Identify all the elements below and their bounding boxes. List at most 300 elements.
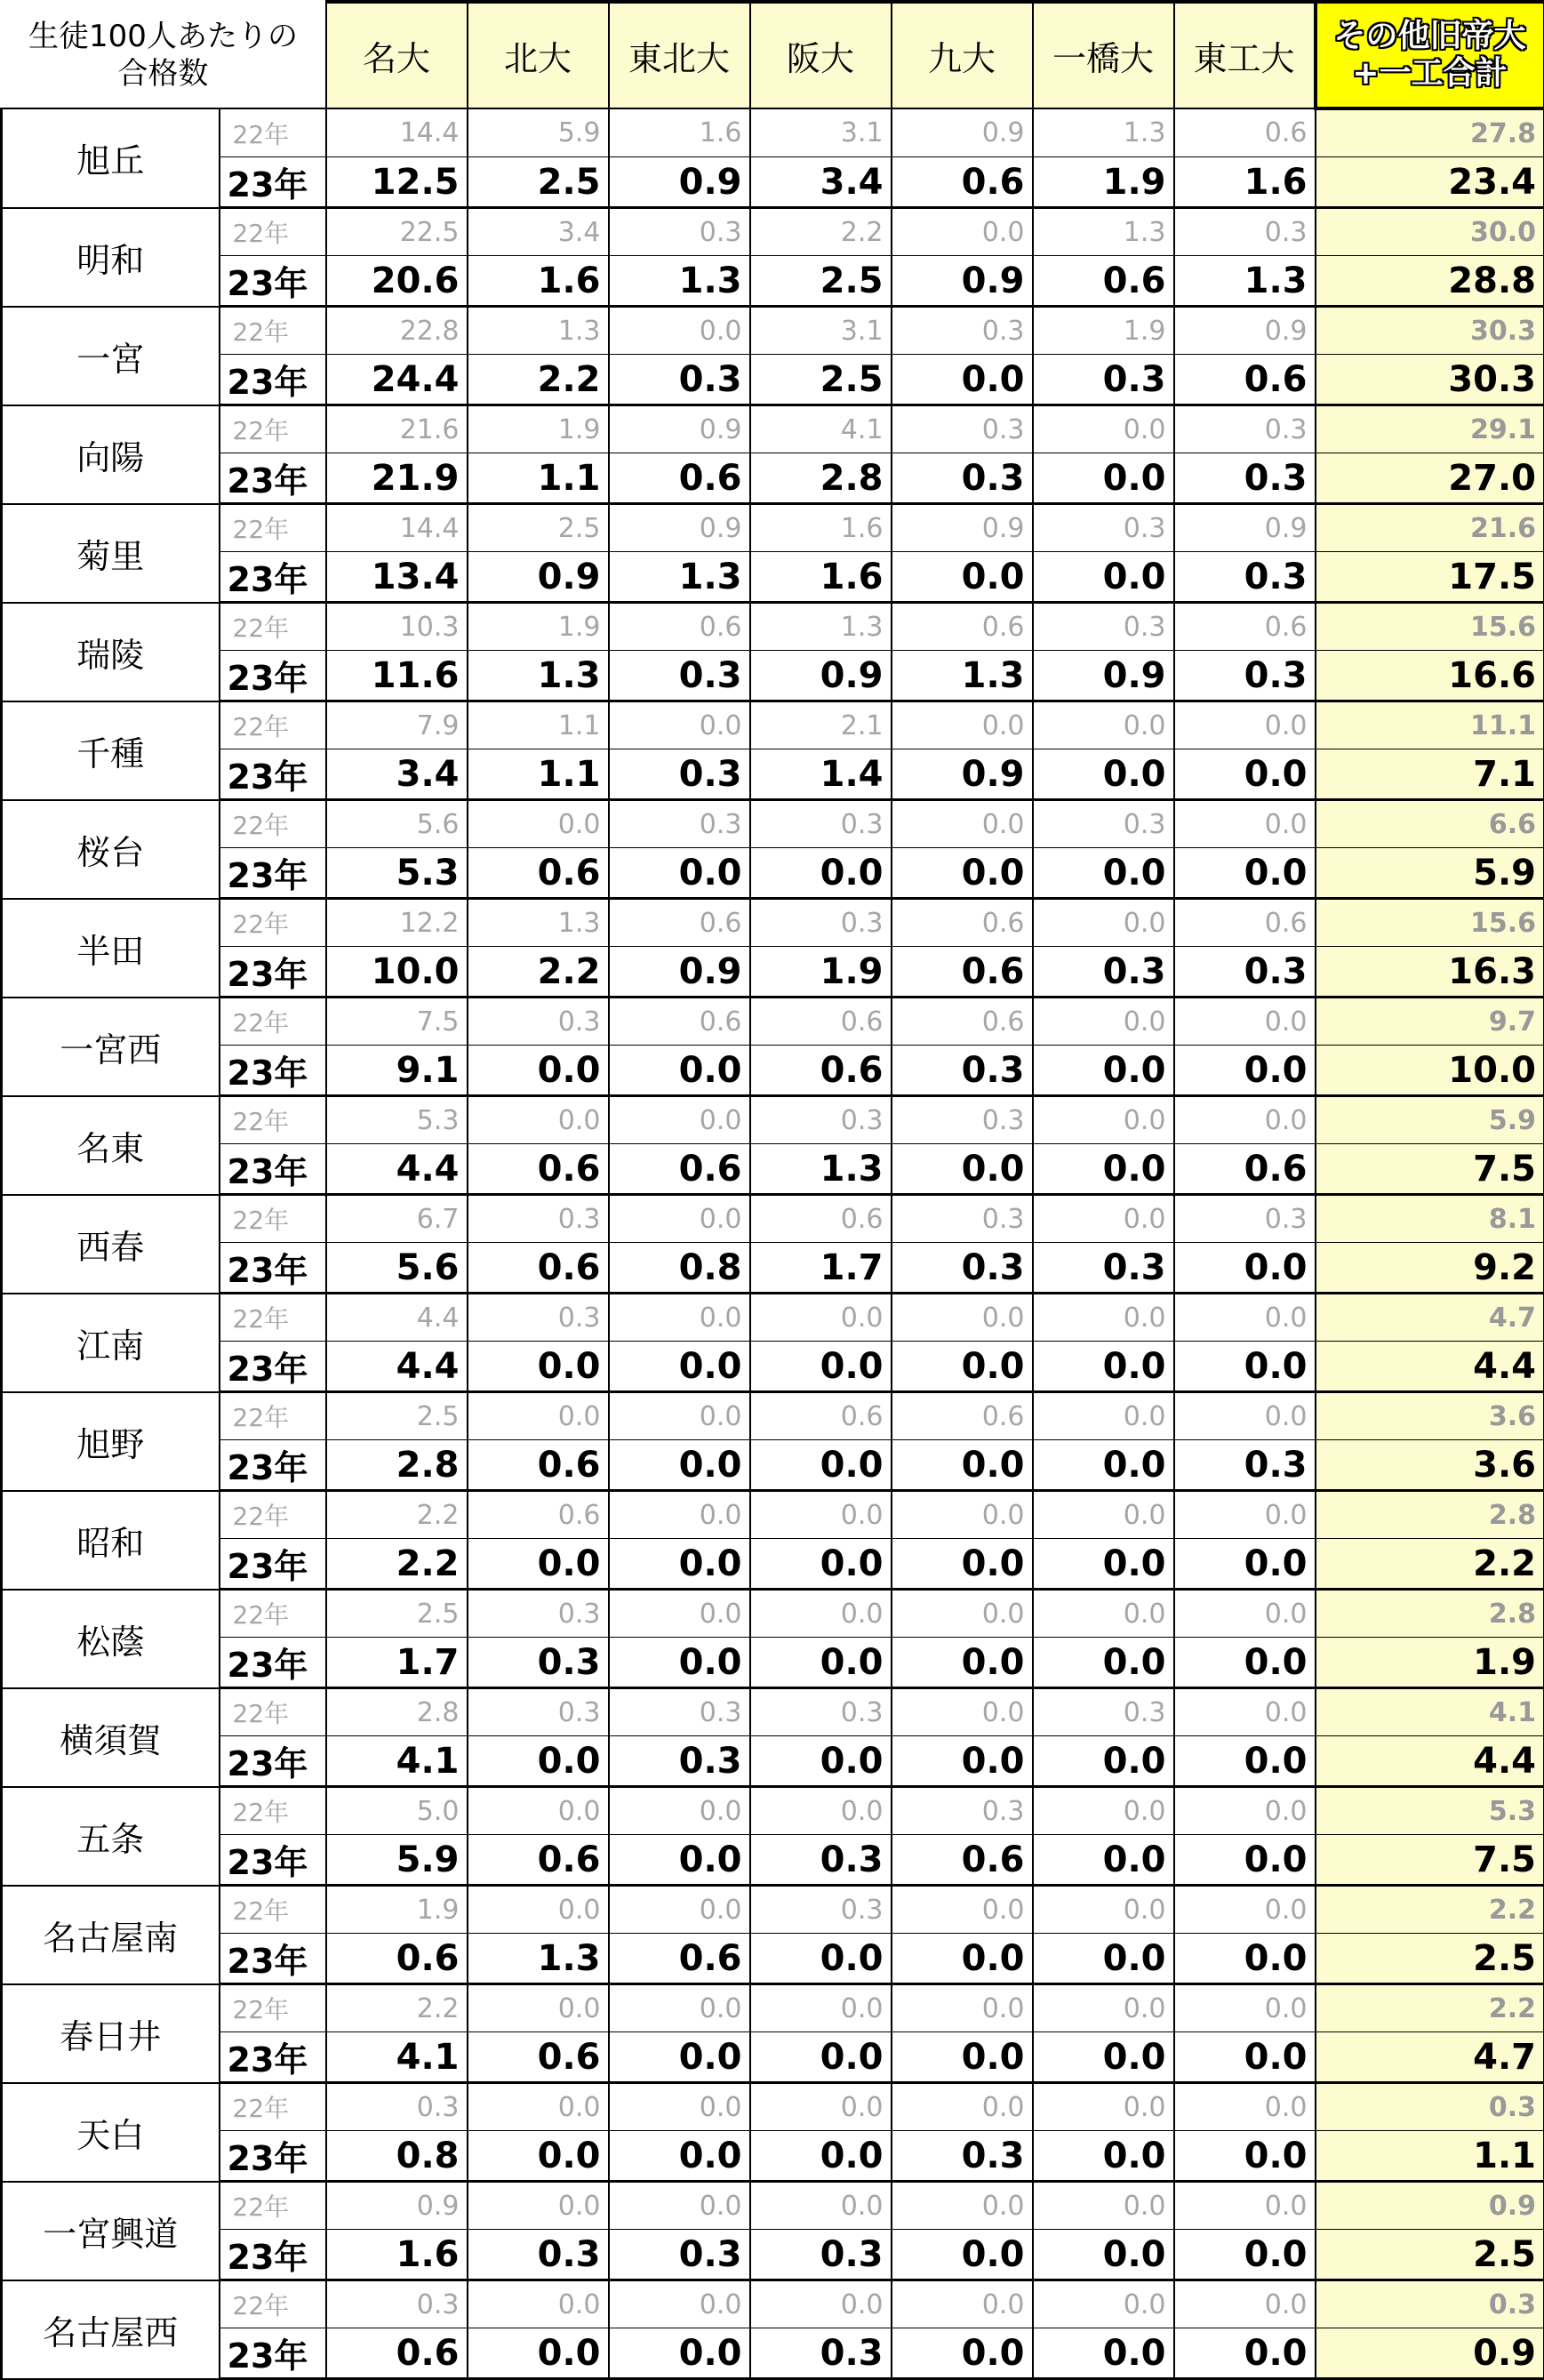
value-cell-prev: 22.5 [326, 208, 468, 256]
value-cell-prev: 0.3 [1033, 800, 1174, 848]
value-cell-prev: 2.2 [750, 208, 892, 256]
value-cell-prev: 0.0 [892, 1294, 1033, 1342]
value-cell-prev: 4.4 [326, 1294, 468, 1342]
value-cell-curr: 0.0 [892, 552, 1033, 603]
value-cell-prev: 0.0 [892, 1491, 1033, 1539]
value-cell-prev: 0.0 [1033, 1787, 1174, 1835]
total-value-prev: 9.7 [1316, 998, 1544, 1046]
table-row-curr-year [2, 749, 1544, 800]
value-cell-prev: 0.0 [1174, 2083, 1316, 2131]
value-cell-prev: 2.5 [326, 1392, 468, 1440]
value-cell-curr: 0.3 [468, 2230, 609, 2280]
total-value-prev: 2.8 [1316, 1491, 1544, 1539]
value-cell-prev: 0.0 [468, 1984, 609, 2032]
value-cell-prev: 0.9 [892, 108, 1033, 157]
value-cell-curr: 1.6 [750, 552, 892, 603]
value-cell-prev: 0.3 [468, 1294, 609, 1342]
total-value-curr: 10.0 [1316, 1046, 1544, 1096]
total-value-curr: 9.2 [1316, 1243, 1544, 1294]
value-cell-prev: 0.0 [892, 701, 1033, 749]
school-name: 名古屋南 [2, 1886, 220, 1984]
total-value-curr: 27.0 [1316, 453, 1544, 504]
value-cell-prev: 0.3 [468, 1590, 609, 1638]
header-university: 北大 [468, 2, 609, 108]
total-value-prev: 4.1 [1316, 1688, 1544, 1736]
value-cell-curr: 0.0 [609, 1638, 750, 1688]
value-cell-prev: 0.0 [1174, 1096, 1316, 1144]
table-row-prev-year [2, 504, 1544, 552]
value-cell-curr: 5.3 [326, 848, 468, 899]
value-cell-prev: 0.0 [1174, 2280, 1316, 2328]
value-cell-curr: 1.7 [750, 1243, 892, 1294]
value-cell-curr: 2.5 [750, 355, 892, 405]
value-cell-curr: 0.3 [750, 2328, 892, 2379]
year-label-curr: 23年 [220, 256, 326, 307]
year-label-curr: 23年 [220, 1342, 326, 1392]
value-cell-prev: 0.0 [1033, 1984, 1174, 2032]
value-cell-prev: 0.0 [609, 1886, 750, 1934]
value-cell-curr: 1.3 [468, 1934, 609, 1984]
value-cell-prev: 0.0 [1033, 1294, 1174, 1342]
value-cell-prev: 1.3 [468, 899, 609, 947]
value-cell-curr: 0.0 [468, 1539, 609, 1590]
value-cell-prev: 0.3 [750, 1688, 892, 1736]
value-cell-curr: 4.4 [326, 1342, 468, 1392]
total-value-prev: 21.6 [1316, 504, 1544, 552]
year-label-prev: 22年 [220, 1195, 326, 1243]
value-cell-prev: 0.0 [1033, 998, 1174, 1046]
value-cell-curr: 0.6 [1174, 1144, 1316, 1195]
value-cell-prev: 0.3 [1174, 1195, 1316, 1243]
year-label-prev: 22年 [220, 1491, 326, 1539]
value-cell-prev: 0.0 [609, 1294, 750, 1342]
value-cell-curr: 0.0 [1033, 2131, 1174, 2182]
value-cell-prev: 0.9 [1174, 504, 1316, 552]
value-cell-curr: 0.3 [892, 1243, 1033, 1294]
value-cell-prev: 0.0 [609, 1590, 750, 1638]
table-row-curr-year [2, 1440, 1544, 1491]
value-cell-prev: 0.0 [1033, 701, 1174, 749]
value-cell-prev: 0.0 [892, 2083, 1033, 2131]
value-cell-curr: 0.6 [750, 1046, 892, 1096]
value-cell-curr: 0.0 [892, 1736, 1033, 1787]
school-name: 松蔭 [2, 1590, 220, 1688]
value-cell-curr: 0.0 [1033, 1835, 1174, 1886]
year-label-curr: 23年 [220, 1144, 326, 1195]
total-value-curr: 4.4 [1316, 1736, 1544, 1787]
year-label-curr: 23年 [220, 2032, 326, 2083]
school-name: 名東 [2, 1096, 220, 1195]
value-cell-curr: 0.0 [1033, 552, 1174, 603]
value-cell-prev: 0.3 [1174, 208, 1316, 256]
value-cell-prev: 0.0 [468, 1392, 609, 1440]
value-cell-prev: 0.6 [892, 899, 1033, 947]
value-cell-prev: 0.0 [892, 208, 1033, 256]
year-label-curr: 23年 [220, 1934, 326, 1984]
school-name: 桜台 [2, 800, 220, 899]
value-cell-curr: 0.0 [1174, 1243, 1316, 1294]
value-cell-curr: 0.0 [609, 2328, 750, 2379]
total-value-curr: 1.9 [1316, 1638, 1544, 1688]
value-cell-prev: 0.0 [750, 1590, 892, 1638]
value-cell-curr: 0.6 [468, 2032, 609, 2083]
total-value-prev: 15.6 [1316, 899, 1544, 947]
value-cell-curr: 0.9 [892, 749, 1033, 800]
table-row-curr-year [2, 848, 1544, 899]
value-cell-curr: 0.0 [1174, 2230, 1316, 2280]
value-cell-prev: 0.3 [326, 2083, 468, 2131]
value-cell-prev: 0.3 [892, 307, 1033, 355]
table-row-curr-year [2, 2032, 1544, 2083]
value-cell-prev: 0.0 [609, 1787, 750, 1835]
table-row-prev-year [2, 2083, 1544, 2131]
school-name: 天白 [2, 2083, 220, 2182]
value-cell-prev: 1.9 [1033, 307, 1174, 355]
value-cell-prev: 0.6 [468, 1491, 609, 1539]
value-cell-curr: 0.0 [892, 1539, 1033, 1590]
value-cell-curr: 0.0 [1033, 1046, 1174, 1096]
value-cell-curr: 0.0 [750, 1736, 892, 1787]
value-cell-prev: 0.0 [1174, 701, 1316, 749]
school-name: 明和 [2, 208, 220, 307]
value-cell-curr: 1.3 [468, 651, 609, 701]
value-cell-curr: 2.8 [750, 453, 892, 504]
value-cell-curr: 0.0 [1033, 848, 1174, 899]
value-cell-curr: 0.0 [609, 2032, 750, 2083]
year-label-prev: 22年 [220, 603, 326, 651]
year-label-prev: 22年 [220, 2083, 326, 2131]
table-row-curr-year [2, 1934, 1544, 1984]
value-cell-prev: 2.5 [326, 1590, 468, 1638]
value-cell-curr: 1.1 [468, 749, 609, 800]
value-cell-prev: 2.2 [326, 1984, 468, 2032]
header-university: 九大 [892, 2, 1033, 108]
year-label-curr: 23年 [220, 453, 326, 504]
value-cell-curr: 2.2 [326, 1539, 468, 1590]
value-cell-prev: 0.3 [892, 1787, 1033, 1835]
value-cell-curr: 0.0 [892, 1342, 1033, 1392]
school-name: 一宮興道 [2, 2182, 220, 2280]
value-cell-prev: 0.3 [1174, 405, 1316, 453]
value-cell-prev: 2.5 [468, 504, 609, 552]
value-cell-prev: 0.0 [892, 1590, 1033, 1638]
table-row-prev-year [2, 1491, 1544, 1539]
table-row-prev-year [2, 1294, 1544, 1342]
value-cell-curr: 0.0 [1174, 1539, 1316, 1590]
school-name: 江南 [2, 1294, 220, 1392]
total-value-curr: 2.2 [1316, 1539, 1544, 1590]
value-cell-prev: 0.0 [609, 2083, 750, 2131]
value-cell-curr: 2.2 [468, 947, 609, 998]
value-cell-prev: 0.0 [1033, 2182, 1174, 2230]
value-cell-curr: 0.0 [468, 2131, 609, 2182]
total-value-prev: 2.2 [1316, 1984, 1544, 2032]
value-cell-prev: 0.3 [892, 1096, 1033, 1144]
total-value-prev: 11.1 [1316, 701, 1544, 749]
year-label-prev: 22年 [220, 405, 326, 453]
header-row [2, 2, 1544, 108]
year-label-curr: 23年 [220, 2328, 326, 2379]
value-cell-curr: 0.0 [1033, 453, 1174, 504]
value-cell-curr: 0.6 [609, 453, 750, 504]
value-cell-prev: 0.3 [326, 2280, 468, 2328]
value-cell-curr: 0.6 [609, 1144, 750, 1195]
value-cell-curr: 0.3 [1174, 1440, 1316, 1491]
total-value-curr: 7.5 [1316, 1144, 1544, 1195]
value-cell-curr: 1.7 [326, 1638, 468, 1688]
value-cell-curr: 0.6 [1174, 355, 1316, 405]
value-cell-prev: 5.9 [468, 108, 609, 157]
table-row-curr-year [2, 1835, 1544, 1886]
value-cell-prev: 22.8 [326, 307, 468, 355]
value-cell-prev: 1.9 [468, 405, 609, 453]
value-cell-prev: 0.6 [750, 998, 892, 1046]
value-cell-curr: 0.0 [1033, 1440, 1174, 1491]
value-cell-prev: 0.0 [892, 800, 1033, 848]
value-cell-prev: 5.3 [326, 1096, 468, 1144]
value-cell-curr: 0.6 [609, 1934, 750, 1984]
total-value-curr: 4.4 [1316, 1342, 1544, 1392]
value-cell-curr: 0.6 [892, 157, 1033, 208]
table-row-prev-year [2, 1195, 1544, 1243]
value-cell-curr: 0.0 [1174, 1736, 1316, 1787]
year-label-prev: 22年 [220, 899, 326, 947]
total-value-prev: 30.0 [1316, 208, 1544, 256]
value-cell-curr: 0.0 [1033, 1736, 1174, 1787]
value-cell-curr: 9.1 [326, 1046, 468, 1096]
table-row-curr-year [2, 256, 1544, 307]
table-row-curr-year [2, 1144, 1544, 1195]
table-row-prev-year [2, 405, 1544, 453]
value-cell-prev: 0.6 [892, 1392, 1033, 1440]
value-cell-curr: 0.6 [468, 848, 609, 899]
value-cell-prev: 0.0 [1174, 1590, 1316, 1638]
value-cell-prev: 1.9 [326, 1886, 468, 1934]
value-cell-curr: 0.0 [609, 1539, 750, 1590]
table-row-prev-year [2, 2280, 1544, 2328]
value-cell-curr: 0.9 [468, 552, 609, 603]
value-cell-prev: 1.6 [750, 504, 892, 552]
value-cell-curr: 0.3 [1174, 552, 1316, 603]
school-name: 向陽 [2, 405, 220, 504]
school-name: 名古屋西 [2, 2280, 220, 2379]
value-cell-prev: 7.5 [326, 998, 468, 1046]
header-total [1316, 2, 1544, 108]
value-cell-prev: 0.0 [750, 1984, 892, 2032]
value-cell-curr: 3.4 [750, 157, 892, 208]
year-label-curr: 23年 [220, 355, 326, 405]
value-cell-prev: 0.0 [609, 1096, 750, 1144]
value-cell-prev: 0.9 [609, 504, 750, 552]
value-cell-prev: 0.0 [468, 1886, 609, 1934]
year-label-curr: 23年 [220, 651, 326, 701]
school-name: 旭野 [2, 1392, 220, 1491]
value-cell-curr: 0.0 [1033, 1934, 1174, 1984]
total-value-curr: 23.4 [1316, 157, 1544, 208]
total-value-curr: 3.6 [1316, 1440, 1544, 1491]
value-cell-curr: 0.0 [1174, 1934, 1316, 1984]
value-cell-prev: 0.3 [468, 1195, 609, 1243]
value-cell-curr: 0.0 [609, 1835, 750, 1886]
year-label-prev: 22年 [220, 800, 326, 848]
value-cell-curr: 0.3 [609, 749, 750, 800]
table-row-curr-year [2, 1638, 1544, 1688]
value-cell-prev: 0.0 [609, 701, 750, 749]
table-row-prev-year [2, 701, 1544, 749]
value-cell-curr: 0.0 [750, 2131, 892, 2182]
value-cell-curr: 0.6 [468, 1440, 609, 1491]
value-cell-curr: 0.0 [1174, 848, 1316, 899]
school-name: 瑞陵 [2, 603, 220, 701]
value-cell-curr: 0.3 [892, 1046, 1033, 1096]
table-row-curr-year [2, 947, 1544, 998]
corner-label-line1: 生徒100人あたりの [2, 18, 325, 55]
value-cell-curr: 1.3 [609, 256, 750, 307]
table-row-prev-year [2, 1688, 1544, 1736]
value-cell-curr: 0.6 [468, 1243, 609, 1294]
value-cell-curr: 0.0 [1033, 2328, 1174, 2379]
value-cell-prev: 10.3 [326, 603, 468, 651]
year-label-prev: 22年 [220, 1688, 326, 1736]
value-cell-prev: 0.0 [1174, 1984, 1316, 2032]
table-row-prev-year [2, 998, 1544, 1046]
value-cell-prev: 0.0 [609, 2280, 750, 2328]
value-cell-prev: 0.0 [1174, 800, 1316, 848]
table-row-curr-year [2, 2328, 1544, 2379]
value-cell-prev: 0.3 [750, 899, 892, 947]
total-value-curr: 2.5 [1316, 2230, 1544, 2280]
value-cell-curr: 0.0 [609, 848, 750, 899]
school-name: 一宮 [2, 307, 220, 405]
table-row-prev-year [2, 899, 1544, 947]
table-row-curr-year [2, 1736, 1544, 1787]
value-cell-curr: 4.4 [326, 1144, 468, 1195]
year-label-curr: 23年 [220, 749, 326, 800]
year-label-prev: 22年 [220, 2280, 326, 2328]
year-label-curr: 23年 [220, 1539, 326, 1590]
total-value-prev: 29.1 [1316, 405, 1544, 453]
table-row-curr-year [2, 2131, 1544, 2182]
total-value-curr: 5.9 [1316, 848, 1544, 899]
value-cell-prev: 0.0 [468, 2280, 609, 2328]
table-row-prev-year [2, 1787, 1544, 1835]
value-cell-prev: 1.3 [750, 603, 892, 651]
year-label-curr: 23年 [220, 1243, 326, 1294]
value-cell-curr: 0.0 [750, 848, 892, 899]
value-cell-curr: 0.8 [609, 1243, 750, 1294]
value-cell-curr: 0.0 [892, 1934, 1033, 1984]
table-row-prev-year [2, 603, 1544, 651]
value-cell-curr: 0.3 [1174, 651, 1316, 701]
value-cell-prev: 0.0 [609, 2182, 750, 2230]
value-cell-curr: 1.6 [1174, 157, 1316, 208]
value-cell-curr: 0.3 [1174, 453, 1316, 504]
value-cell-curr: 1.9 [750, 947, 892, 998]
value-cell-curr: 1.3 [892, 651, 1033, 701]
value-cell-curr: 0.0 [468, 1046, 609, 1096]
value-cell-prev: 5.6 [326, 800, 468, 848]
value-cell-prev: 1.1 [468, 701, 609, 749]
year-label-prev: 22年 [220, 701, 326, 749]
value-cell-curr: 2.2 [468, 355, 609, 405]
value-cell-curr: 4.1 [326, 2032, 468, 2083]
corner-label [2, 2, 326, 108]
table-row-prev-year [2, 1590, 1544, 1638]
value-cell-curr: 0.9 [750, 651, 892, 701]
value-cell-curr: 0.0 [892, 2230, 1033, 2280]
value-cell-prev: 0.6 [1174, 603, 1316, 651]
value-cell-curr: 0.0 [1174, 2032, 1316, 2083]
total-value-prev: 0.9 [1316, 2182, 1544, 2230]
value-cell-curr: 24.4 [326, 355, 468, 405]
value-cell-prev: 2.2 [326, 1491, 468, 1539]
value-cell-curr: 0.6 [1033, 256, 1174, 307]
value-cell-curr: 21.9 [326, 453, 468, 504]
year-label-curr: 23年 [220, 552, 326, 603]
year-label-curr: 23年 [220, 1046, 326, 1096]
table-row-prev-year [2, 208, 1544, 256]
total-value-prev: 27.8 [1316, 108, 1544, 157]
value-cell-curr: 0.0 [892, 848, 1033, 899]
value-cell-curr: 1.3 [609, 552, 750, 603]
value-cell-prev: 0.9 [326, 2182, 468, 2230]
total-value-prev: 2.8 [1316, 1590, 1544, 1638]
value-cell-prev: 0.0 [1033, 405, 1174, 453]
year-label-prev: 22年 [220, 108, 326, 157]
table-row-prev-year [2, 2182, 1544, 2230]
year-label-curr: 23年 [220, 1736, 326, 1787]
year-label-curr: 23年 [220, 1638, 326, 1688]
value-cell-prev: 0.6 [609, 899, 750, 947]
year-label-prev: 22年 [220, 504, 326, 552]
year-label-curr: 23年 [220, 1835, 326, 1886]
total-value-curr: 1.1 [1316, 2131, 1544, 2182]
total-value-prev: 15.6 [1316, 603, 1544, 651]
value-cell-curr: 1.9 [1033, 157, 1174, 208]
value-cell-prev: 1.3 [468, 307, 609, 355]
table-row-curr-year [2, 355, 1544, 405]
value-cell-prev: 0.0 [468, 1096, 609, 1144]
year-label-curr: 23年 [220, 1440, 326, 1491]
total-value-curr: 4.7 [1316, 2032, 1544, 2083]
value-cell-prev: 0.0 [1174, 1787, 1316, 1835]
value-cell-curr: 3.4 [326, 749, 468, 800]
value-cell-curr: 0.0 [750, 1934, 892, 1984]
value-cell-curr: 0.3 [1174, 947, 1316, 998]
value-cell-curr: 0.0 [609, 2131, 750, 2182]
value-cell-prev: 0.0 [750, 1294, 892, 1342]
value-cell-curr: 4.1 [326, 1736, 468, 1787]
school-name: 千種 [2, 701, 220, 800]
value-cell-prev: 0.0 [892, 1688, 1033, 1736]
value-cell-curr: 5.6 [326, 1243, 468, 1294]
value-cell-curr: 0.0 [1033, 749, 1174, 800]
school-name: 旭丘 [2, 108, 220, 208]
year-label-curr: 23年 [220, 848, 326, 899]
value-cell-prev: 4.1 [750, 405, 892, 453]
value-cell-prev: 0.0 [468, 1787, 609, 1835]
value-cell-curr: 0.0 [1033, 1342, 1174, 1392]
table-row-curr-year [2, 1046, 1544, 1096]
value-cell-curr: 0.6 [468, 1835, 609, 1886]
school-name: 昭和 [2, 1491, 220, 1590]
value-cell-curr: 0.0 [750, 1440, 892, 1491]
value-cell-prev: 0.0 [609, 1392, 750, 1440]
header-university: 名大 [326, 2, 468, 108]
value-cell-prev: 2.8 [326, 1688, 468, 1736]
value-cell-prev: 0.3 [468, 998, 609, 1046]
total-value-prev: 0.3 [1316, 2083, 1544, 2131]
